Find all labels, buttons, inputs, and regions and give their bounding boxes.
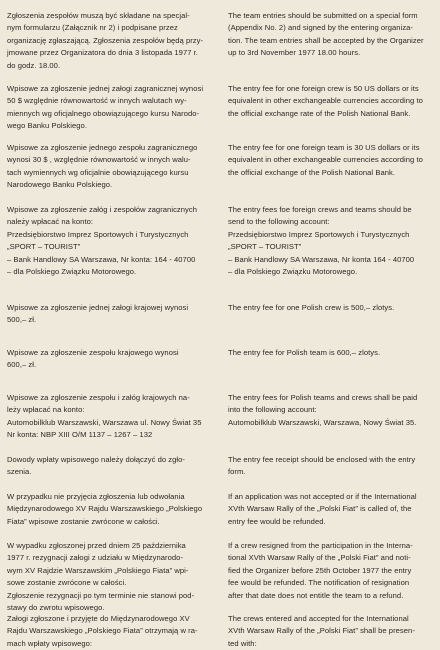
en-paragraph-foreign-account: The entry fees foe foreign crews and teams should be send to the following account: Przedsiębiorstwo Imprez Sportowych i Turystycznych „SPORT – TOURIST” – Bank Handlowy SA Warszawa, Nr konta 164 - 40700 – dla Polskiego Związku Motorowego. bbox=[228, 205, 415, 277]
pl-paragraph-refund-rejection: W przypadku nie przyjęcia zgłoszenia lub odwołania Międzynarodowego XV Rajdu Warszawskiego „Polskiego Fiata” wpisowe zostanie zwrócone w całości. bbox=[7, 492, 203, 526]
en-paragraph-crews-presented: The crews entered and accepted for the International XVth Warsaw Rally of the „Polski Fiat” shall be presen- ted with: bbox=[228, 614, 415, 648]
pl-paragraph-polish-team-fee: Wpisowe za zgłoszenie zespołu krajowego wynosi 600,– zł. bbox=[7, 348, 179, 370]
en-paragraph-polish-crew-fee: The entry fee for one Polish crew is 500,– zlotys. bbox=[228, 303, 395, 312]
pl-paragraph-receipt: Dowody wpłaty wpisowego należy dołączyć do zgło- szenia. bbox=[7, 455, 185, 477]
pl-paragraph-foreign-team-fee: Wpisowe za zgłoszenie jednego zespołu zagranicznego wynosi 30 $ , względnie równowartość w innych walu- tach wymiennych wg oficjalnie obowiązującego kursu Narodowego Banku Polskiego. bbox=[7, 143, 198, 190]
pl-paragraph-foreign-account: Wpisowe za zgłoszenie załóg i zespołów zagranicznych należy wpłacać na konto: Przedsiębiorstwo Imprez Sportowych i Turystycznych „SPORT – TOURIST” – Bank Handlowy SA Warszawa, Nr konta: 164 - 40700 – dla Polskiego Związku Motorowego. bbox=[7, 205, 198, 277]
pl-paragraph-crews-presented: Załogi zgłoszone i przyjęte do Międzynarodowego XV Rajdu Warszawskiego „Polskiego Fiata” otrzymają w ra- mach wpłaty wpisowego: bbox=[7, 614, 198, 648]
en-paragraph-foreign-crew-fee: The entry fee for one foreign crew is 50 US dollars or its equivalent in other exchangeable currencies according to the official exchange rate of the Polish National Bank. bbox=[228, 84, 423, 118]
pl-paragraph-polish-crew-fee: Wpisowe za zgłoszenie jednej załogi krajowej wynosi 500,– zł. bbox=[7, 303, 189, 325]
pl-paragraph-team-entries: Zgłoszenia zespołów muszą być składane na specjal- nym formularzu (Załącznik nr 2) i podpisane przez organizację zgłaszającą. Zgłoszenia zespołów będą przy- jmowane przez Organizatora do dnia 3 listopada 1977 r. do godz. 18.00. bbox=[7, 11, 204, 70]
en-paragraph-polish-team-fee: The entry fee for Polish team is 600,– zlotys. bbox=[228, 348, 381, 357]
pl-paragraph-resignation: W wypadku zgłoszonej przed dniem 25 października 1977 r. rezygnacji załogi z udziału w Międzynarodo- wym XV Rajdzie Warszawskim „Polskiego Fiata” wpi- sowe zostanie zwrócone w całości. Zgłoszenie rezygnacji po tym terminie nie stanowi pod- stawy do zwrotu wpisowego. bbox=[7, 541, 195, 613]
pl-paragraph-polish-account: Wpisowe za zgłoszenie zespołu i załóg krajowych na- leży wpłacać na konto: Automobilklub Warszawski, Warszawa ul. Nowy Świat 35 Nr konta: NBP XIII O/M 1137 – 1267 – 132 bbox=[7, 393, 202, 440]
en-paragraph-resignation: If a crew resigned from the participation in the Interna- tional XVth Warsaw Rally of the „Polski Fiat” and noti- fied the Organizer before 25th October 1977 the entry fee would be refunded. The notification of resignation after that date does not entitle the team to a refund. bbox=[228, 541, 413, 600]
en-paragraph-refund-rejection: If an application was not accepted or if the International XVth Warsaw Rally of the „Polski Fiat” is called of, the entry fee would be refunded. bbox=[228, 492, 417, 526]
en-paragraph-receipt: The entry fee receipt should be enclosed with the entry form. bbox=[228, 455, 416, 477]
en-paragraph-team-entries: The team entries should be submitted on a special form (Appendix No. 2) and signed by the entering organiza- tion. The team entries shall be accepted by the Organizer up to 3rd November 1977 18.00 hours. bbox=[228, 11, 424, 58]
en-paragraph-polish-account: The entry fees for Polish teams and crews shall be paid into the following account: Automobilklub Warszawski, Warszawa, Nowy Świat 35. bbox=[228, 393, 418, 427]
pl-paragraph-foreign-crew-fee: Wpisowe za zgłoszenie jednej załogi zagranicznej wynosi 50 $ względnie równowartość w innych walutach wy- miennych wg oficjalnego obowiązującego kursu Narodo- wego Banku Polskiego. bbox=[7, 84, 204, 131]
en-paragraph-foreign-team-fee: The entry fee for one foreign team is 30 US dollars or its equivalent in other exchangeable currencies according to the official exchange of the Polish National Bank. bbox=[228, 143, 423, 177]
